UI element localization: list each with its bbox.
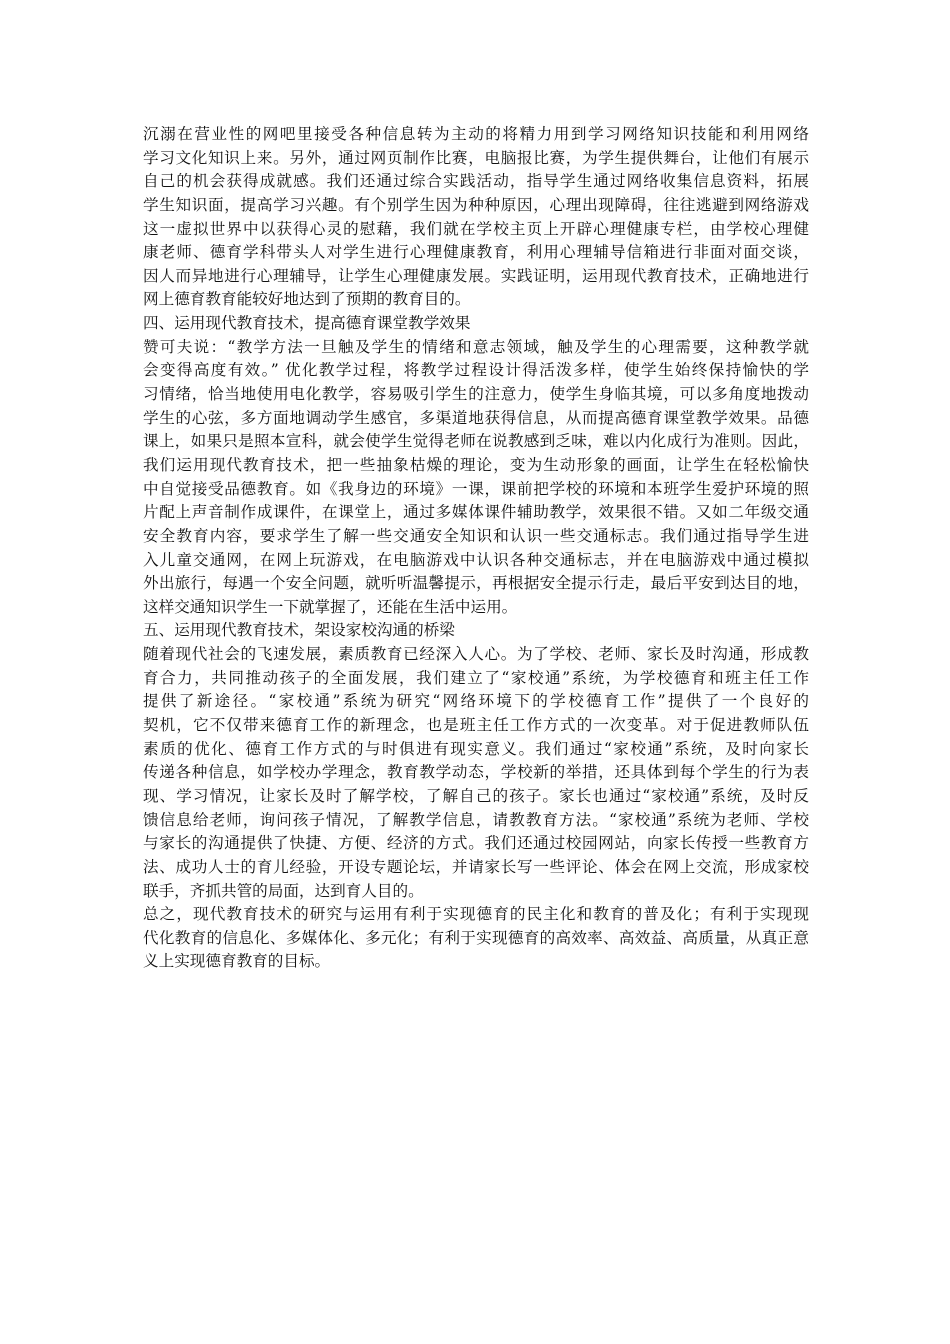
text-line: 课上，如果只是照本宣科，就会使学生觉得老师在说教感到乏味，难以内化成行为准则。因此， xyxy=(143,432,809,451)
text-line: 总之，现代教育技术的研究与运用有利于实现德育的民主化和教育的普及化；有利于实现现 xyxy=(143,905,809,924)
text-line: 外出旅行，每遇一个安全问题，就听听温馨提示，再根据安全提示行走，最后平安到达目的地， xyxy=(143,574,809,593)
text-line: 传递各种信息，如学校办学理念，教育教学动态，学校新的举措，还具体到每个学生的行为表 xyxy=(143,763,809,782)
text-line: 代化教育的信息化、多媒体化、多元化；有利于实现德育的高效率、高效益、高质量，从真正意 xyxy=(143,928,809,947)
text-line: 因人而异地进行心理辅导，让学生心理健康发展。实践证明，运用现代教育技术，正确地进行 xyxy=(143,266,809,285)
text-line: 现、学习情况，让家长及时了解学校，了解自己的孩子。家长也通过“家校通”系统，及时反 xyxy=(143,786,809,805)
text-line: 育合力，共同推动孩子的全面发展，我们建立了“家校通”系统，为学校德育和班主任工作 xyxy=(143,668,809,687)
text-line: 沉溺在营业性的网吧里接受各种信息转为主动的将精力用到学习网络知识技能和利用网络 xyxy=(143,125,809,143)
text-line: 提供了新途径。“家校通”系统为研究“网络环境下的学校德育工作”提供了一个良好的 xyxy=(143,692,809,711)
text-line: 这样交通知识学生一下就掌握了，还能在生活中运用。 xyxy=(143,597,518,616)
text-line: 会变得高度有效。” 优化教学过程，将教学过程设计得活泼多样，使学生始终保持愉快的学 xyxy=(143,361,809,380)
text-line: 片配上声音制作成课件，在课堂上，通过多媒体课件辅助教学，效果很不错。又如二年级交通 xyxy=(143,503,809,522)
text-line: 入儿童交通网，在网上玩游戏，在电脑游戏中认识各种交通标志，并在电脑游戏中通过模拟 xyxy=(143,550,809,569)
text-line: 安全教育内容，要求学生了解一些交通安全知识和认识一些交通标志。我们通过指导学生进 xyxy=(143,526,809,545)
text-line: 网上德育教育能较好地达到了预期的教育目的。 xyxy=(143,290,471,309)
text-line: 随着现代社会的飞速发展，素质教育已经深入人心。为了学校、老师、家长及时沟通，形成教 xyxy=(143,645,809,664)
text-line: 赞可夫说：“教学方法一旦触及学生的情绪和意志领域，触及学生的心理需要，这种教学就 xyxy=(143,337,809,356)
text-line: 法、成功人士的育儿经验，开设专题论坛，并请家长写一些评论、体会在网上交流，形成家校 xyxy=(143,857,809,876)
text-line: 康老师、德育学科带头人对学生进行心理健康教育，利用心理辅导信箱进行非面对面交谈， xyxy=(143,243,809,262)
text-line: 自己的机会获得成就感。我们还通过综合实践活动，指导学生通过网络收集信息资料，拓展 xyxy=(143,172,809,191)
text-line: 联手，齐抓共管的局面，达到育人目的。 xyxy=(143,881,424,900)
text-line: 馈信息给老师，询问孩子情况，了解教学信息，请教教育方法。“家校通”系统为老师、学校 xyxy=(143,810,809,829)
text-line: 我们运用现代教育技术，把一些抽象枯燥的理论，变为生动形象的画面，让学生在轻松愉快 xyxy=(143,455,809,474)
text-line: 素质的优化、德育工作方式的与时俱进有现实意义。我们通过“家校通”系统，及时向家长 xyxy=(143,739,809,758)
text-line: 学生的心弦，多方面地调动学生感官，多渠道地获得信息，从而提高德育课堂教学效果。品德 xyxy=(143,408,809,427)
text-line: 与家长的沟通提供了快捷、方便、经济的方式。我们还通过校园网站，向家长传授一些教育方 xyxy=(143,834,809,853)
text-line: 义上实现德育教育的目标。 xyxy=(143,952,331,971)
text-line: 契机，它不仅带来德育工作的新理念，也是班主任工作方式的一次变革。对于促进教师队伍 xyxy=(143,716,809,735)
text-line: 中自觉接受品德教育。如《我身边的环境》一课，课前把学校的环境和本班学生爱护环境的照 xyxy=(143,479,809,498)
text-line: 五、运用现代教育技术，架设家校沟通的桥梁 xyxy=(143,621,455,640)
text-line: 学习文化知识上来。另外，通过网页制作比赛，电脑报比赛，为学生提供舞台，让他们有展示 xyxy=(143,148,809,167)
text-line: 习情绪，恰当地使用电化教学，容易吸引学生的注意力，使学生身临其境，可以多角度地拨动 xyxy=(143,385,809,404)
text-line: 这一虚拟世界中以获得心灵的慰藉，我们就在学校主页上开辟心理健康专栏，由学校心理健 xyxy=(143,219,809,238)
text-line: 学生知识面，提高学习兴趣。有个别学生因为种种原因，心理出现障碍，往往逃避到网络游戏 xyxy=(143,195,809,214)
document-body xyxy=(143,123,809,974)
text-line: 四、运用现代教育技术，提高德育课堂教学效果 xyxy=(143,314,471,333)
